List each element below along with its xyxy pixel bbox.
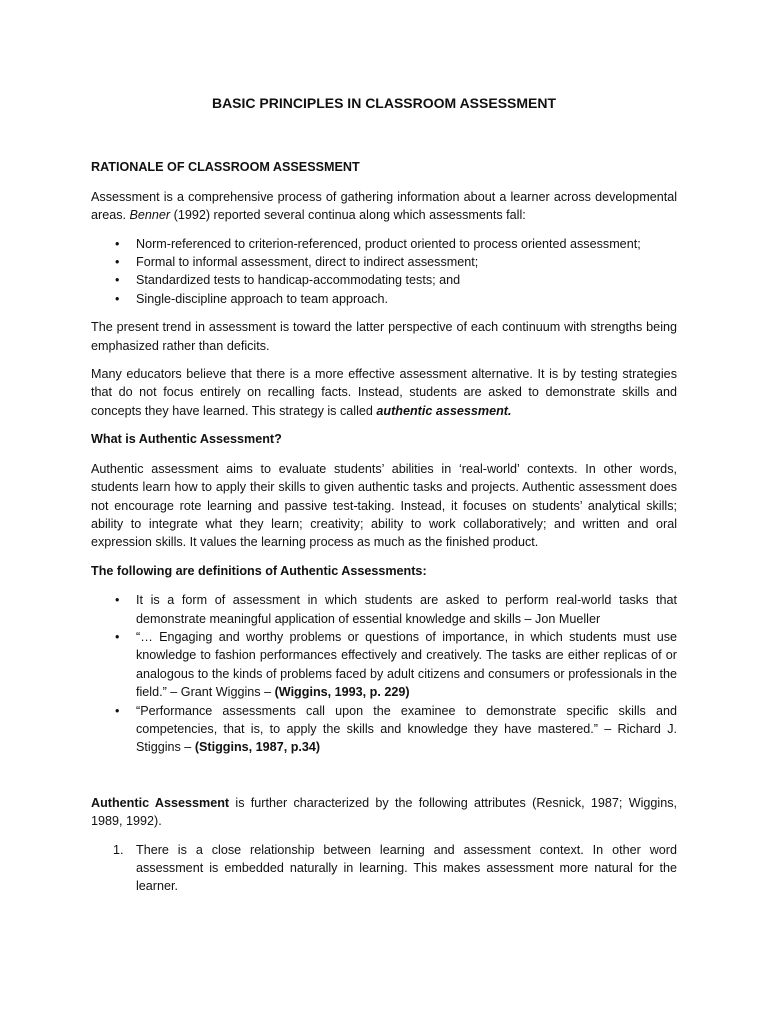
list-item	[91, 235, 677, 253]
bullet-icon: •	[115, 593, 120, 608]
list-item-text: Single-discipline approach to team approach.	[136, 291, 389, 306]
list-item	[91, 702, 677, 757]
paragraph-text: is further characterized by the following attributes (Resnick, 1987; Wiggins, 1989, 1992).	[91, 795, 678, 829]
authentic-assessment-emphasis: authentic assessment.	[376, 403, 512, 418]
authentic-assessment-term: Authentic Assessment	[91, 795, 230, 810]
list-item	[91, 271, 677, 289]
document-title: BASIC PRINCIPLES IN CLASSROOM ASSESSMENT	[211, 95, 557, 111]
attributes-list	[91, 841, 677, 896]
bullet-icon: •	[115, 236, 120, 251]
list-item-text: It is a form of assessment in which students are asked to perform real-world tasks that demonstrate meaningful application of essential knowledge and skills – Jon Mueller	[136, 593, 677, 626]
rationale-heading: RATIONALE OF CLASSROOM ASSESSMENT	[91, 160, 360, 175]
bullet-icon: •	[115, 703, 120, 718]
citation: (Stiggins, 1987, p.34)	[194, 740, 321, 755]
list-item	[91, 628, 677, 702]
paragraph-present-trend: The present trend in assessment is toward the latter perspective of each continuum with strengths being emphasized rather than deficits.	[91, 320, 677, 353]
list-item	[91, 591, 677, 628]
bullet-icon: •	[115, 255, 120, 270]
list-number: 1.	[113, 842, 124, 857]
paragraph-authentic-aims: Authentic assessment aims to evaluate students’ abilities in ‘real-world’ contexts. In other words, students learn how to apply their skills to given authentic tasks and projects. Authentic assessment does not encourage rote learning and passive test-taking. Instead, it focuses on students’ analytical skills; ability to integrate what they learn; creativity; ability to work collaboratively; and written and oral expression skills. It values the learning process as much as the finished product.	[91, 461, 677, 550]
citation: (Wiggins, 1993, p. 229)	[274, 685, 410, 700]
vertical-spacer	[91, 767, 677, 794]
list-item	[91, 290, 677, 308]
list-item-text: “Performance assessments call upon the examinee to demonstrate specific skills and competencies, that is, to apply the skills and knowledge they have mastered.” – Richard J. Stiggins –	[136, 703, 677, 755]
list-item-text: Formal to informal assessment, direct to indirect assessment;	[136, 255, 479, 270]
list-item	[91, 253, 677, 271]
list-item	[91, 841, 677, 896]
bullet-icon: •	[115, 629, 120, 644]
paragraph-text: (1992) reported several continua along which assessments fall:	[170, 208, 526, 223]
continua-list	[91, 235, 677, 309]
paragraph-attributes-intro	[91, 794, 677, 831]
paragraph-text: Many educators believe that there is a more effective assessment alternative. It is by testing strategies that do not focus entirely on recalling facts. Instead, students are asked to demonstrate skills and concepts they have learned. This strategy is called	[91, 367, 677, 418]
what-is-authentic-heading: What is Authentic Assessment?	[91, 432, 282, 447]
list-item-text: Standardized tests to handicap-accommodating tests; and	[136, 273, 461, 288]
bullet-icon: •	[115, 273, 120, 288]
definitions-list	[91, 591, 677, 757]
list-item-text: There is a close relationship between learning and assessment context. In other word assessment is embedded naturally in learning. This makes assessment more natural for the learner.	[136, 842, 677, 894]
bullet-icon: •	[115, 291, 120, 306]
paragraph-assessment-definition	[91, 188, 677, 225]
definitions-heading: The following are definitions of Authentic Assessments:	[91, 563, 427, 578]
list-item-text: Norm-referenced to criterion-referenced, product oriented to process oriented assessment;	[136, 236, 641, 251]
paragraph-text: Assessment is a comprehensive process of gathering information about a learner across developmental areas.	[91, 189, 677, 223]
paragraph-educators	[91, 365, 677, 420]
benner-author: Benner	[129, 208, 171, 223]
list-item-text: “… Engaging and worthy problems or questions of importance, in which students must use knowledge to fashion performances effectively and creatively. The tasks are either replicas of or analogous to the kinds of problems faced by adult citizens and consumers or professionals in the field.” – Grant Wiggins –	[136, 629, 677, 700]
